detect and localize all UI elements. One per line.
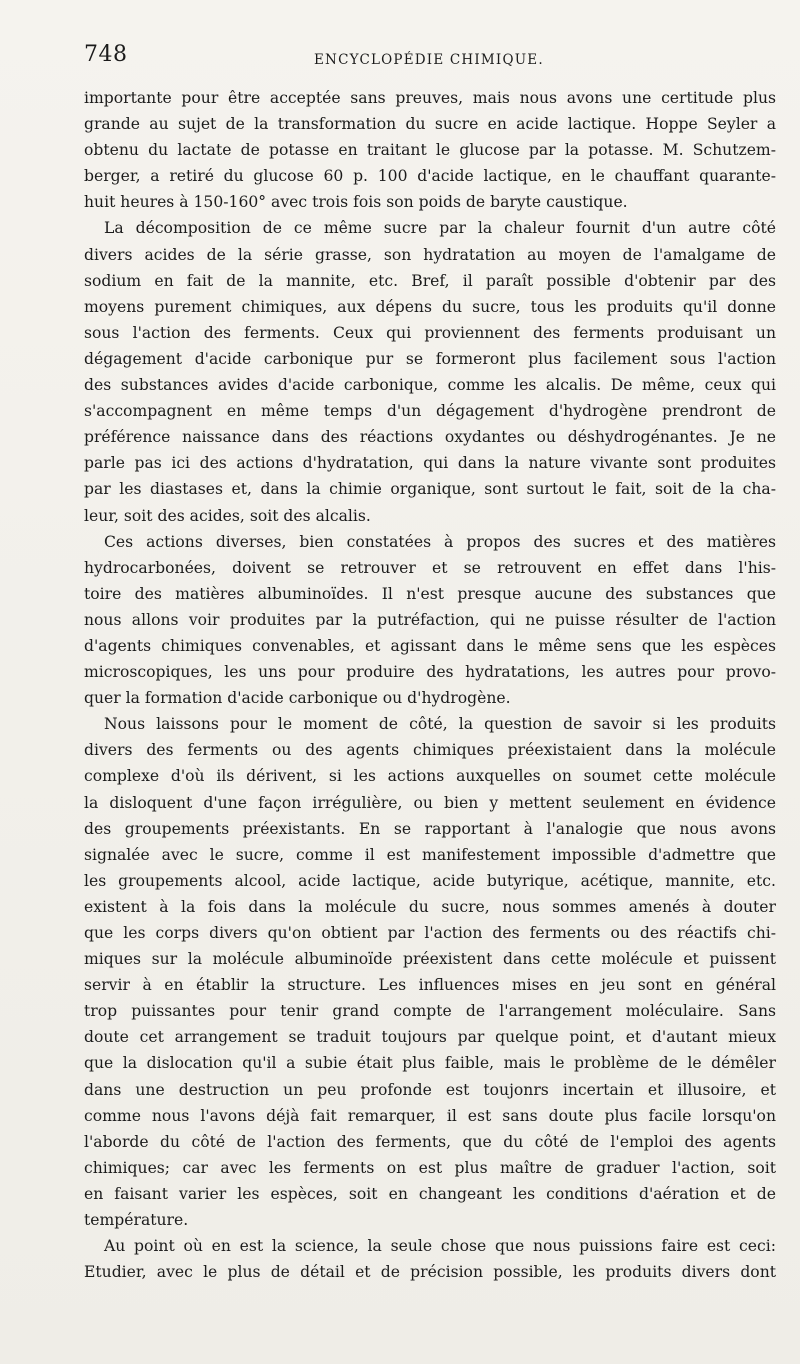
text-line: existent à la fois dans la molécule du sucre, nous sommes amenés à douter [84, 897, 776, 916]
paragraph [84, 215, 776, 528]
page-number: 748 [84, 42, 128, 67]
text-line: Au point où en est la science, la seule chose que nous puissions faire est ceci: [104, 1237, 776, 1256]
text-line: trop puissantes pour tenir grand compte de l'arrangement moléculaire. Sans [84, 1002, 776, 1021]
text-line: Etudier, avec le plus de détail et de précision possible, les produits divers dont [84, 1263, 776, 1282]
text-line: les groupements alcool, acide lactique, acide butyrique, acétique, mannite, etc. [84, 871, 776, 890]
text-line: divers des ferments ou des agents chimiques préexistaient dans la molécule [84, 741, 776, 760]
text-line: dans une destruction un peu profonde est toujonrs incertain et illusoire, et [84, 1080, 776, 1099]
text-line: s'accompagnent en même temps d'un dégagement d'hydrogène prendront de [84, 402, 776, 421]
text-line: hydrocarbonées, doivent se retrouver et se retrouvent en effet dans l'his- [84, 558, 776, 577]
text-line: doute cet arrangement se traduit toujours par quelque point, et d'autant mieux [84, 1028, 776, 1047]
text-line: berger, a retiré du glucose 60 p. 100 d'acide lactique, en le chauffant quarante- [84, 167, 776, 186]
text-line: toire des matières albuminoïdes. Il n'est presque aucune des substances que [84, 584, 776, 603]
text-line: la disloquent d'une façon irrégulière, ou bien y mettent seulement en évidence [84, 793, 776, 812]
running-head: ENCYCLOPÉDIE CHIMIQUE. [314, 52, 544, 68]
text-line: parle pas ici des actions d'hydratation, qui dans la nature vivante sont produites [84, 454, 776, 473]
text-line: huit heures à 150-160° avec trois fois son poids de baryte caustique. [84, 193, 628, 212]
paragraph [84, 529, 776, 712]
text-line: complexe d'où ils dérivent, si les actions auxquelles on soumet cette molécule [84, 767, 776, 786]
text-line: Nous laissons pour le moment de côté, la question de savoir si les produits [104, 715, 776, 734]
text-line: en faisant varier les espèces, soit en changeant les conditions d'aération et de [84, 1184, 776, 1203]
text-line: préférence naissance dans des réactions oxydantes ou déshydrogénantes. Je ne [84, 428, 776, 447]
text-line: température. [84, 1211, 189, 1230]
text-line: leur, soit des acides, soit des alcalis. [84, 506, 371, 525]
text-line: divers acides de la série grasse, son hydratation au moyen de l'amalgame de [84, 245, 776, 264]
text-line: par les diastases et, dans la chimie organique, sont surtout le fait, soit de la cha- [84, 480, 776, 499]
body-text [84, 85, 776, 1285]
text-line: sodium en fait de la mannite, etc. Bref, il paraît possible d'obtenir par des [84, 271, 776, 290]
text-line: miques sur la molécule albuminoïde préexistent dans cette molécule et puissent [84, 950, 776, 969]
text-line: des groupements préexistants. En se rapportant à l'analogie que nous avons [84, 819, 776, 838]
text-line: d'agents chimiques convenables, et agissant dans le même sens que les espèces [84, 636, 776, 655]
text-line: microscopiques, les uns pour produire des hydratations, les autres pour provo- [84, 663, 776, 682]
text-line: quer la formation d'acide carbonique ou d'hydrogène. [84, 689, 511, 708]
paragraph [84, 711, 776, 1233]
paragraph [84, 85, 776, 215]
text-line: l'aborde du côté de l'action des ferments, que du côté de l'emploi des agents [84, 1132, 776, 1151]
text-line: importante pour être acceptée sans preuves, mais nous avons une certitude plus [84, 89, 776, 107]
paragraph [84, 1233, 776, 1285]
text-line: signalée avec le sucre, comme il est manifestement impossible d'admettre que [84, 845, 776, 864]
text-line: La décomposition de ce même sucre par la chaleur fournit d'un autre côté [104, 219, 776, 238]
text-line: obtenu du lactate de potasse en traitant le glucose par la potasse. M. Schutzem- [84, 141, 776, 160]
text-line: nous allons voir produites par la putréfaction, qui ne puisse résulter de l'action [84, 610, 776, 629]
text-line: sous l'action des ferments. Ceux qui proviennent des ferments produisant un [84, 323, 776, 342]
text-line: moyens purement chimiques, aux dépens du sucre, tous les produits qu'il donne [84, 297, 776, 316]
text-line: comme nous l'avons déjà fait remarquer, il est sans doute plus facile lorsqu'on [84, 1106, 776, 1125]
text-line: dégagement d'acide carbonique pur se formeront plus facilement sous l'action [84, 349, 776, 368]
text-line: que les corps divers qu'on obtient par l'action des ferments ou des réactifs chi- [84, 924, 776, 942]
text-line: Ces actions diverses, bien constatées à propos des sucres et des matières [104, 532, 776, 551]
text-line: grande au sujet de la transformation du sucre en acide lactique. Hoppe Seyler a [84, 115, 776, 134]
page-header [84, 42, 774, 76]
text-line: des substances avides d'acide carbonique, comme les alcalis. De même, ceux qui [84, 376, 776, 395]
text-line: chimiques; car avec les ferments on est plus maître de graduer l'action, soit [84, 1158, 776, 1177]
text-line: servir à en établir la structure. Les influences mises en jeu sont en général [84, 976, 776, 995]
text-line: que la dislocation qu'il a subie était plus faible, mais le problème de le démêler [84, 1054, 776, 1073]
